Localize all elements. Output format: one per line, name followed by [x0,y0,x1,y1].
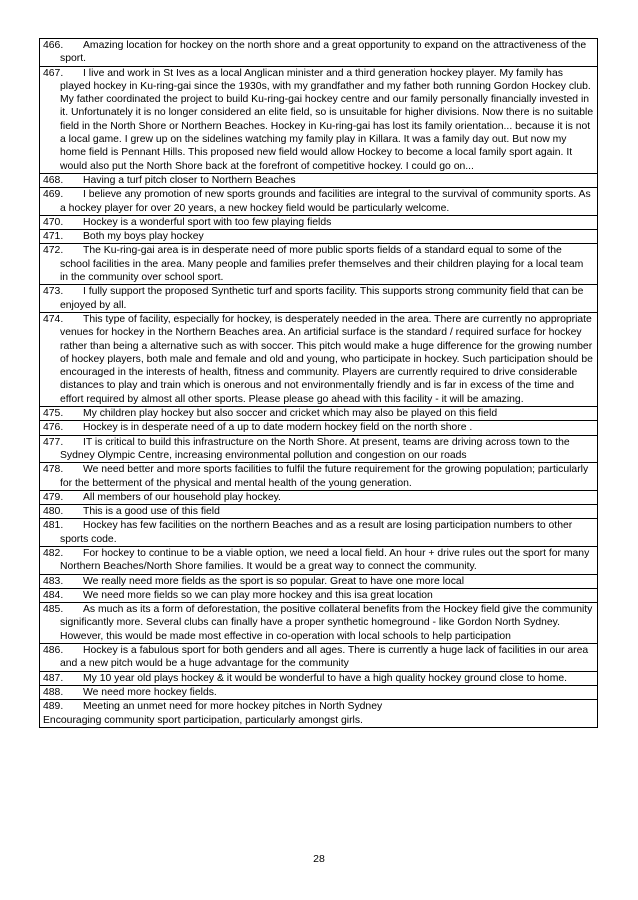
row-number: 468. [43,174,64,186]
table-row [39,230,598,244]
row-number: 473. [43,286,64,298]
table-row [39,216,598,230]
table-row [39,505,598,519]
row-number: 484. [43,589,64,601]
row-number: 472. [43,245,64,257]
row-number: 477. [43,436,64,448]
page-number: 28 [313,853,325,865]
table-row [39,313,598,407]
row-number: 487. [43,672,64,684]
row-text: Hockey has few facilities on the northern Beaches and as a result are losing participation numbers to other sports code. [60,520,573,545]
row-number: 471. [43,231,64,243]
row-number: 483. [43,575,64,587]
row-number: 470. [43,216,64,228]
row-text: My 10 year old plays hockey & it would be wonderful to have a high quality hockey ground close to home. [83,672,568,684]
row-number: 479. [43,491,64,503]
row-text: All members of our household play hockey. [83,491,281,503]
table-row [39,67,598,174]
row-number: 485. [43,604,64,616]
row-text: Hockey is in desperate need of a up to date modern hockey field on the north shore . [83,422,473,434]
row-text: We need better and more sports facilities to fulfil the future requirement for the growing population; particularly for the betterment of the physical and mental health of the young generation. [60,464,589,489]
row-number: 486. [43,645,64,657]
row-text-continued: Encouraging community sport participation, particularly amongst girls. [43,714,363,726]
row-text: IT is critical to build this infrastructure on the North Shore. At present, teams are driving across town to the Sydney Olympic Centre, increasing environmental pollution and congestion on our roads [60,436,570,461]
table-row [39,188,598,216]
table-row [39,603,598,644]
row-text: Amazing location for hockey on the north shore and a great opportunity to expand on the attractiveness of the sport. [60,40,587,65]
row-text: Having a turf pitch closer to Northern Beaches [83,174,296,186]
row-number: 475. [43,408,64,420]
row-number: 482. [43,547,64,559]
table-row [39,407,598,421]
row-text: Meeting an unmet need for more hockey pitches in North Sydney [83,701,383,713]
row-number: 489. [43,701,64,713]
table-row [39,519,598,547]
table-row [39,421,598,435]
table-row [39,491,598,505]
table-row [39,39,598,67]
table-row [39,644,598,672]
row-text: My children play hockey but also soccer and cricket which may also be played on this field [83,408,498,420]
row-number: 467. [43,67,64,79]
row-number: 488. [43,686,64,698]
table-row [39,589,598,603]
table-row [39,575,598,589]
row-text: We need more fields so we can play more hockey and this isa great location [83,589,433,601]
row-text: I live and work in St Ives as a local Anglican minister and a third generation hockey player. My family has played hockey in Ku-ring-gai since the 1930s, with my grandfather and my father both running Gordon Hockey club. My father coordinated the project to build Ku-ring-gai hockey centre and our family personally financially invested in it. Unfortunately it is no longer considered an elite field, so is unsuitable for higher divisions. Now there is no suitable field in the North Shore or Northern Beaches. Hockey in Ku-ring-gai has lost its family orientation... because it is not a local game. I grew up on the sidelines watching my family play in Killara. It was a family day out. But now my home field is Pennant Hills. This proposed new field would allow Hockey to become a local family sport again. It would also put the North Shore back at the forefront of competitive hockey. I could go on... [60,67,594,172]
row-text: The Ku-ring-gai area is in desperate need of more public sports fields of a standard equal to some of the school facilities in the area. Many people and families prefer themselves and their children playing for a local team in the community over school sport. [60,245,584,284]
table-row [39,436,598,464]
row-number: 466. [43,40,64,51]
row-number: 478. [43,464,64,476]
row-text: As much as its a form of deforestation, the positive collateral benefits from the Hockey field give the community significantly more. Several clubs can finally have a proper synthetic homeground - like Gordon North Sydney. However, this would be made most effective in co-operation with local schools to help participation [60,604,593,642]
row-text: We need more hockey fields. [83,686,217,698]
row-number: 480. [43,506,64,518]
row-number: 474. [43,313,64,325]
row-number: 476. [43,422,64,434]
table-row [39,672,598,686]
table-row [39,244,598,285]
table-row [39,700,598,728]
table-row [39,174,598,188]
row-number: 469. [43,189,64,201]
row-text: We really need more fields as the sport is so popular. Great to have one more local [83,575,464,587]
row-text: I believe any promotion of new sports grounds and facilities are integral to the survival of community sports. As a hockey player for over 20 years, a new hockey field would be particularly welcome. [60,189,591,214]
table-row [39,463,598,491]
row-text: This is a good use of this field [83,506,220,518]
row-text: Hockey is a wonderful sport with too few playing fields [83,216,332,228]
row-text: I fully support the proposed Synthetic turf and sports facility. This supports strong community field that can be enjoyed by all. [60,286,584,311]
row-text: Both my boys play hockey [83,231,204,243]
row-text: Hockey is a fabulous sport for both genders and all ages. There is currently a huge lack of facilities in our area and a new pitch would be a huge advantage for the community [60,645,589,670]
row-number: 481. [43,520,64,532]
table-row [39,686,598,700]
table-row [39,547,598,575]
submissions-table [39,38,598,728]
table-row [39,285,598,313]
row-text: This type of facility, especially for hockey, is desperately needed in the area. There are currently no appropriate venues for hockey in the Northern Beaches area. An artificial surface is the standard / required surface for hockey rather than being a alternative such as with soccer. This pitch would make a huge difference for the growing number of hockey players, both male and female and old and young, who participate in hockey. Such participation should be encouraged in the interests of health, fitness and community. Players are currently required to drive considerable distances to play and train which is onerous and not environmentally friendly and is far in excess of the time and effort required by almost all other sports. Please please go ahead with this facility - it will be amazing. [60,313,593,405]
row-text: For hockey to continue to be a viable option, we need a local field. An hour + drive rules out the sport for many Northern Beaches/North Shore families. It would be a great way to connect the community. [60,547,590,573]
